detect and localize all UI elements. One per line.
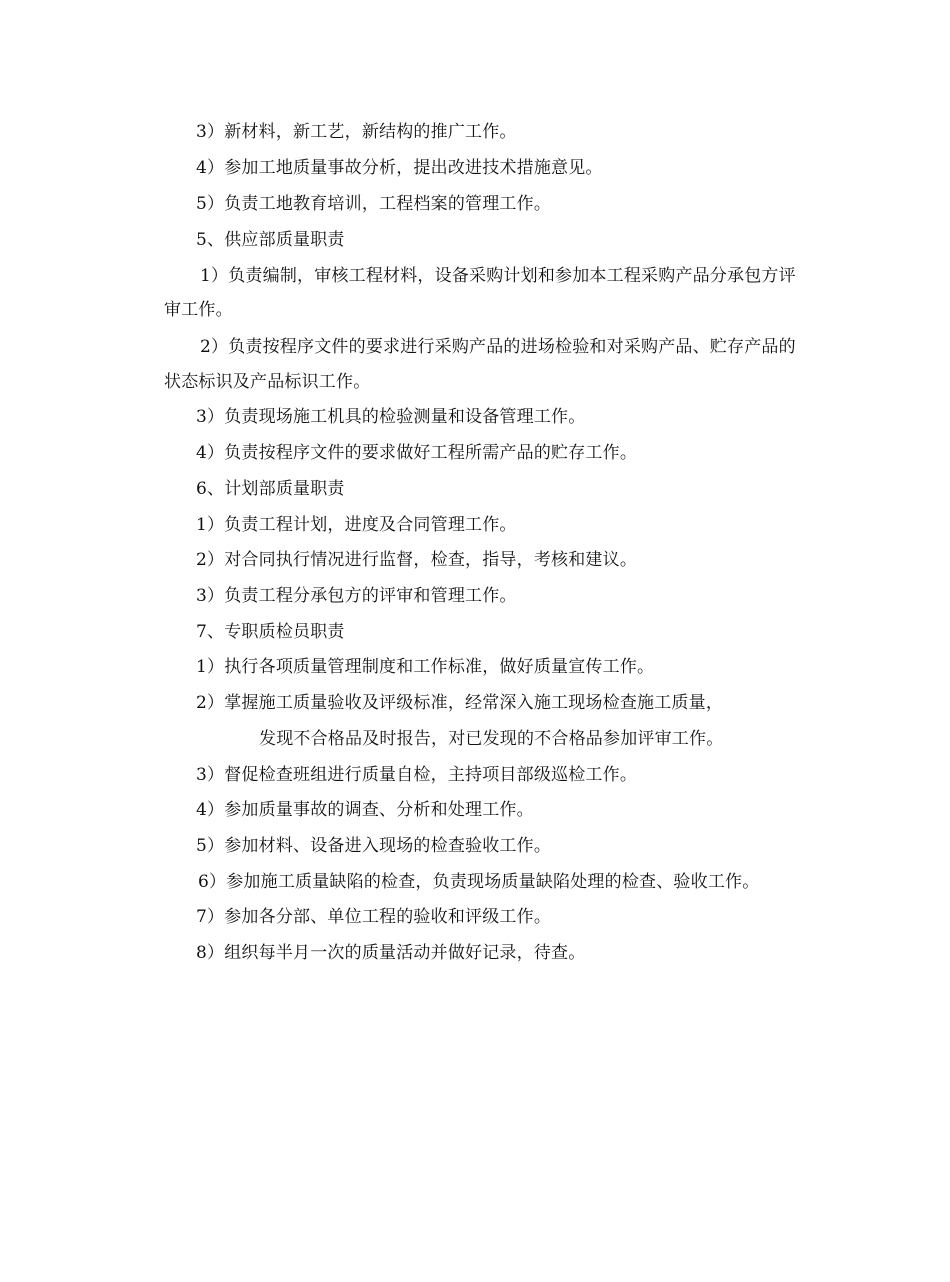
paragraph-line: 1）执行各项质量管理制度和工作标准，做好质量宣传工作。 <box>196 657 655 677</box>
paragraph-line: 2）负责按程序文件的要求进行采购产品的进场检验和对采购产品、贮存产品的 <box>200 337 796 357</box>
paragraph-line: 4）负责按程序文件的要求做好工程所需产品的贮存工作。 <box>196 443 638 463</box>
paragraph-line: 4）参加质量事故的调查、分析和处理工作。 <box>196 800 534 820</box>
section-heading: 5、供应部质量职责 <box>196 230 345 250</box>
paragraph-line: 2）掌握施工质量验收及评级标准，经常深入施工现场检查施工质量， <box>196 693 724 713</box>
paragraph-line: 3）督促检查班组进行质量自检，主持项目部级巡检工作。 <box>196 765 638 785</box>
paragraph-line: 1）负责工程计划，进度及合同管理工作。 <box>196 515 517 535</box>
section-heading: 7、专职质检员职责 <box>196 622 345 642</box>
paragraph-line: 4）参加工地质量事故分析，提出改进技术措施意见。 <box>196 158 603 178</box>
paragraph-line: 3）负责现场施工机具的检验测量和设备管理工作。 <box>196 407 586 427</box>
paragraph-line: 1）负责编制，审核工程材料，设备采购计划和参加本工程采购产品分承包方评 <box>200 266 796 286</box>
paragraph-line: 5）负责工地教育培训，工程档案的管理工作。 <box>196 194 552 214</box>
paragraph-line: 2）对合同执行情况进行监督，检查，指导，考核和建议。 <box>196 550 638 570</box>
paragraph-line-continuation: 审工作。 <box>164 300 233 320</box>
paragraph-line-continuation: 状态标识及产品标识工作。 <box>164 372 371 392</box>
paragraph-line-continuation: 发现不合格品及时报告，对已发现的不合格品参加评审工作。 <box>259 729 724 749</box>
paragraph-line: 5）参加材料、设备进入现场的检查验收工作。 <box>196 836 552 856</box>
paragraph-line: 3）新材料，新工艺，新结构的推广工作。 <box>196 122 517 142</box>
section-heading: 6、计划部质量职责 <box>196 479 345 499</box>
paragraph-line: 6）参加施工质量缺陷的检查，负责现场质量缺陷处理的检查、验收工作。 <box>198 872 760 892</box>
paragraph-line: 7）参加各分部、单位工程的验收和评级工作。 <box>196 907 552 927</box>
paragraph-line: 3）负责工程分承包方的评审和管理工作。 <box>196 586 517 606</box>
paragraph-line: 8）组织每半月一次的质量活动并做好记录，待查。 <box>196 943 586 963</box>
